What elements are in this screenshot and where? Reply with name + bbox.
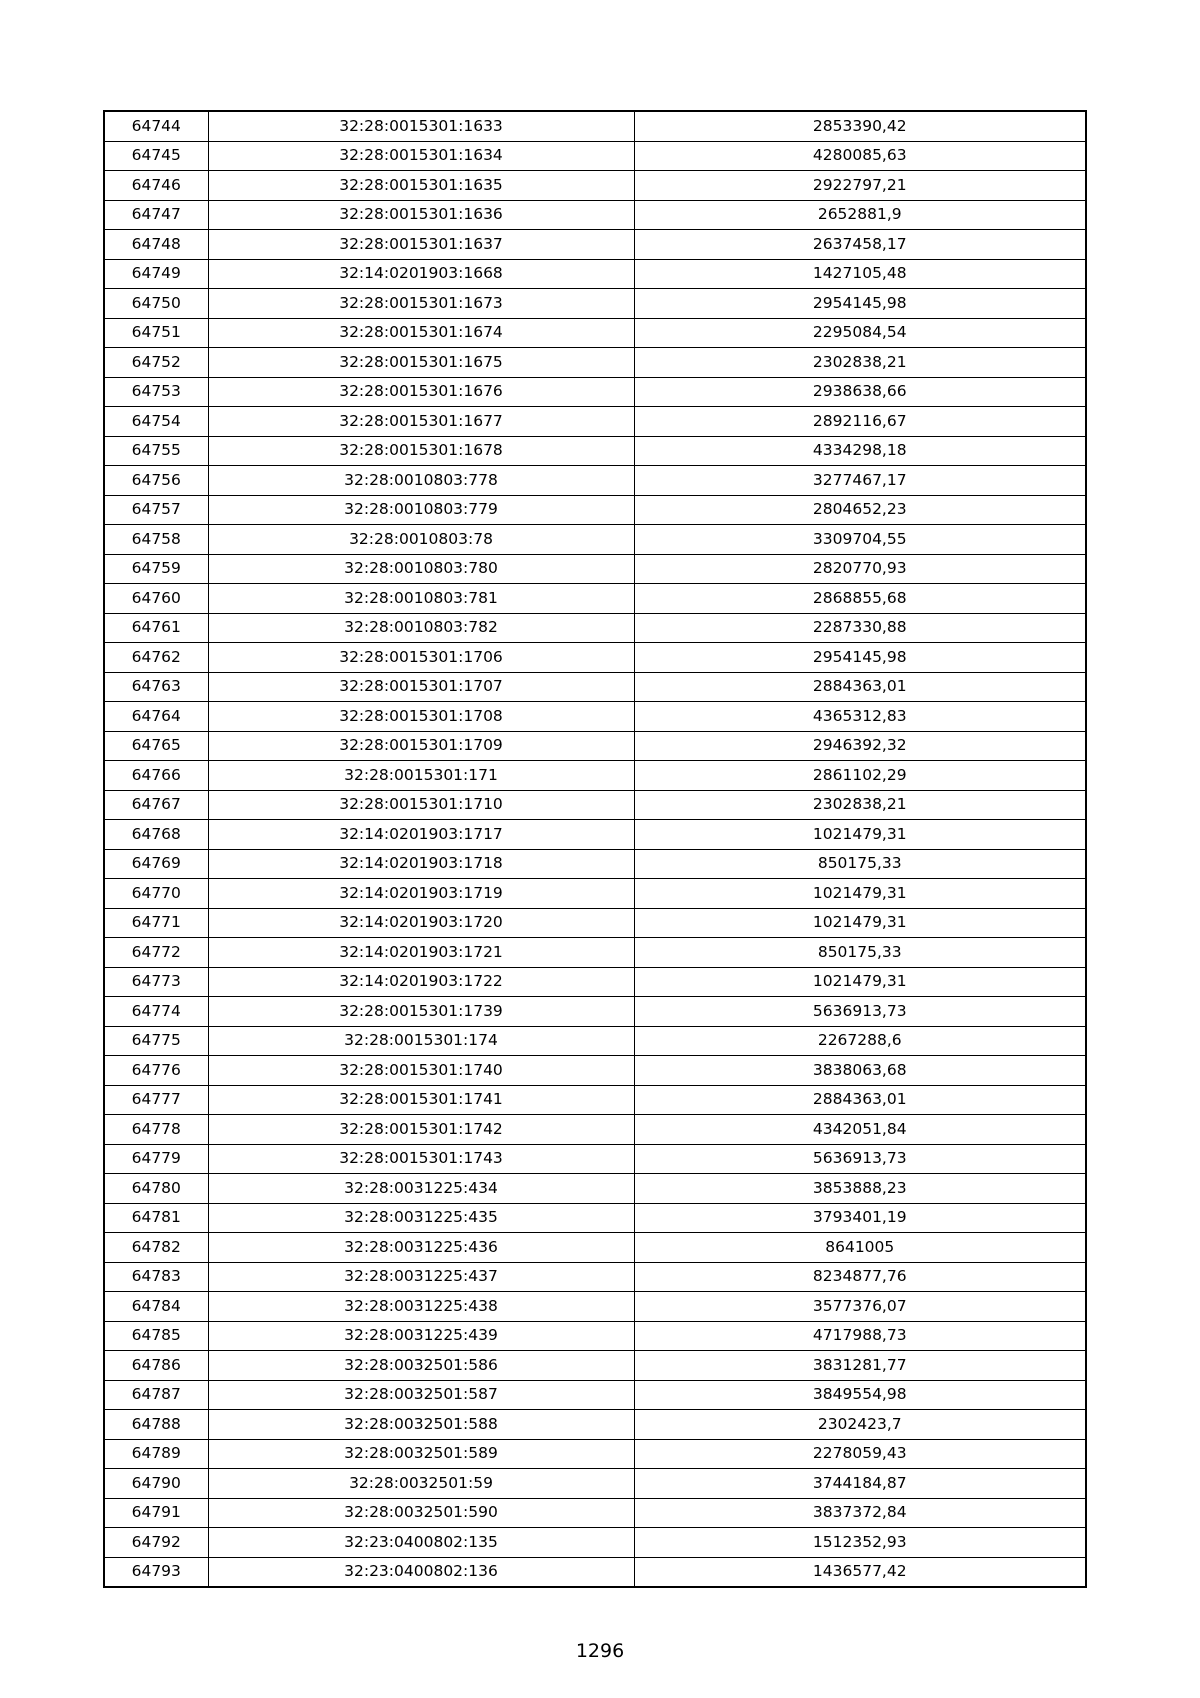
row-number-cell: 64791 [104,1498,208,1528]
cadastral-number-cell: 32:28:0015301:1675 [208,348,634,378]
table-row [104,1115,1086,1145]
row-number-cell: 64783 [104,1262,208,1292]
table-row [104,466,1086,496]
table-row [104,171,1086,201]
table-row [104,1469,1086,1499]
row-number-cell: 64748 [104,230,208,260]
cadastral-number-cell: 32:28:0032501:586 [208,1351,634,1381]
table-row [104,525,1086,555]
registry-table-body [104,111,1086,1587]
cadastral-number-cell: 32:28:0015301:1674 [208,318,634,348]
table-row [104,1203,1086,1233]
table-row [104,997,1086,1027]
row-number-cell: 64757 [104,495,208,525]
cadastral-number-cell: 32:14:0201903:1722 [208,967,634,997]
table-row [104,200,1086,230]
row-number-cell: 64750 [104,289,208,319]
cadastral-number-cell: 32:28:0015301:1743 [208,1144,634,1174]
table-row [104,908,1086,938]
row-number-cell: 64760 [104,584,208,614]
cadastral-number-cell: 32:28:0015301:171 [208,761,634,791]
cadastral-number-cell: 32:28:0015301:1678 [208,436,634,466]
cadastral-value-cell: 850175,33 [634,849,1086,879]
table-row [104,348,1086,378]
cadastral-number-cell: 32:28:0031225:438 [208,1292,634,1322]
cadastral-value-cell: 2954145,98 [634,289,1086,319]
table-row [104,436,1086,466]
table-row [104,879,1086,909]
cadastral-number-cell: 32:28:0031225:435 [208,1203,634,1233]
table-row [104,761,1086,791]
table-row [104,289,1086,319]
table-row [104,672,1086,702]
cadastral-number-cell: 32:28:0015301:1739 [208,997,634,1027]
row-number-cell: 64773 [104,967,208,997]
table-row [104,1085,1086,1115]
cadastral-value-cell: 4334298,18 [634,436,1086,466]
table-row [104,820,1086,850]
row-number-cell: 64776 [104,1056,208,1086]
row-number-cell: 64769 [104,849,208,879]
cadastral-number-cell: 32:28:0015301:1637 [208,230,634,260]
cadastral-number-cell: 32:28:0015301:1676 [208,377,634,407]
row-number-cell: 64775 [104,1026,208,1056]
cadastral-value-cell: 2868855,68 [634,584,1086,614]
cadastral-value-cell: 2652881,9 [634,200,1086,230]
row-number-cell: 64767 [104,790,208,820]
cadastral-number-cell: 32:28:0015301:1707 [208,672,634,702]
table-row [104,1321,1086,1351]
cadastral-value-cell: 8641005 [634,1233,1086,1263]
table-row [104,1351,1086,1381]
row-number-cell: 64780 [104,1174,208,1204]
row-number-cell: 64755 [104,436,208,466]
cadastral-value-cell: 3309704,55 [634,525,1086,555]
row-number-cell: 64772 [104,938,208,968]
table-row [104,938,1086,968]
row-number-cell: 64770 [104,879,208,909]
row-number-cell: 64779 [104,1144,208,1174]
table-row [104,230,1086,260]
cadastral-value-cell: 2884363,01 [634,1085,1086,1115]
cadastral-number-cell: 32:28:0015301:1677 [208,407,634,437]
cadastral-number-cell: 32:28:0010803:778 [208,466,634,496]
cadastral-number-cell: 32:28:0010803:780 [208,554,634,584]
cadastral-number-cell: 32:14:0201903:1719 [208,879,634,909]
table-row [104,790,1086,820]
table-row [104,1026,1086,1056]
cadastral-number-cell: 32:28:0015301:174 [208,1026,634,1056]
cadastral-value-cell: 3831281,77 [634,1351,1086,1381]
cadastral-value-cell: 2637458,17 [634,230,1086,260]
cadastral-value-cell: 2804652,23 [634,495,1086,525]
table-row [104,643,1086,673]
table-row [104,1528,1086,1558]
table-row [104,1380,1086,1410]
row-number-cell: 64766 [104,761,208,791]
table-row [104,1174,1086,1204]
cadastral-number-cell: 32:28:0015301:1710 [208,790,634,820]
row-number-cell: 64786 [104,1351,208,1381]
row-number-cell: 64765 [104,731,208,761]
registry-table [103,110,1087,1588]
row-number-cell: 64758 [104,525,208,555]
cadastral-value-cell: 3744184,87 [634,1469,1086,1499]
row-number-cell: 64752 [104,348,208,378]
row-number-cell: 64774 [104,997,208,1027]
table-row [104,967,1086,997]
table-row [104,407,1086,437]
row-number-cell: 64778 [104,1115,208,1145]
cadastral-value-cell: 5636913,73 [634,1144,1086,1174]
cadastral-value-cell: 4342051,84 [634,1115,1086,1145]
row-number-cell: 64749 [104,259,208,289]
cadastral-value-cell: 2954145,98 [634,643,1086,673]
row-number-cell: 64792 [104,1528,208,1558]
row-number-cell: 64754 [104,407,208,437]
cadastral-number-cell: 32:28:0010803:781 [208,584,634,614]
cadastral-value-cell: 1021479,31 [634,879,1086,909]
cadastral-value-cell: 2946392,32 [634,731,1086,761]
row-number-cell: 64793 [104,1557,208,1587]
cadastral-value-cell: 2278059,43 [634,1439,1086,1469]
row-number-cell: 64751 [104,318,208,348]
cadastral-number-cell: 32:28:0032501:588 [208,1410,634,1440]
row-number-cell: 64768 [104,820,208,850]
table-row [104,495,1086,525]
cadastral-value-cell: 1436577,42 [634,1557,1086,1587]
cadastral-value-cell: 3853888,23 [634,1174,1086,1204]
cadastral-value-cell: 2267288,6 [634,1026,1086,1056]
cadastral-number-cell: 32:28:0015301:1740 [208,1056,634,1086]
cadastral-number-cell: 32:14:0201903:1721 [208,938,634,968]
cadastral-value-cell: 3277467,17 [634,466,1086,496]
row-number-cell: 64753 [104,377,208,407]
row-number-cell: 64784 [104,1292,208,1322]
cadastral-value-cell: 1021479,31 [634,967,1086,997]
cadastral-value-cell: 5636913,73 [634,997,1086,1027]
table-row [104,554,1086,584]
cadastral-number-cell: 32:28:0010803:779 [208,495,634,525]
cadastral-value-cell: 4280085,63 [634,141,1086,171]
table-row [104,377,1086,407]
cadastral-value-cell: 2302423,7 [634,1410,1086,1440]
table-row [104,1233,1086,1263]
cadastral-value-cell: 2884363,01 [634,672,1086,702]
cadastral-value-cell: 4717988,73 [634,1321,1086,1351]
cadastral-number-cell: 32:28:0032501:589 [208,1439,634,1469]
row-number-cell: 64782 [104,1233,208,1263]
table-row [104,1144,1086,1174]
table-row [104,111,1086,141]
cadastral-value-cell: 3849554,98 [634,1380,1086,1410]
row-number-cell: 64747 [104,200,208,230]
row-number-cell: 64788 [104,1410,208,1440]
cadastral-value-cell: 3837372,84 [634,1498,1086,1528]
cadastral-number-cell: 32:28:0015301:1633 [208,111,634,141]
cadastral-number-cell: 32:14:0201903:1720 [208,908,634,938]
row-number-cell: 64787 [104,1380,208,1410]
row-number-cell: 64745 [104,141,208,171]
row-number-cell: 64785 [104,1321,208,1351]
cadastral-number-cell: 32:14:0201903:1718 [208,849,634,879]
cadastral-number-cell: 32:14:0201903:1668 [208,259,634,289]
cadastral-number-cell: 32:28:0010803:782 [208,613,634,643]
cadastral-number-cell: 32:28:0031225:437 [208,1262,634,1292]
cadastral-number-cell: 32:28:0015301:1709 [208,731,634,761]
row-number-cell: 64781 [104,1203,208,1233]
cadastral-number-cell: 32:28:0031225:434 [208,1174,634,1204]
table-row [104,259,1086,289]
row-number-cell: 64777 [104,1085,208,1115]
row-number-cell: 64763 [104,672,208,702]
cadastral-value-cell: 1021479,31 [634,820,1086,850]
table-row [104,1410,1086,1440]
table-row [104,1498,1086,1528]
cadastral-value-cell: 850175,33 [634,938,1086,968]
cadastral-number-cell: 32:28:0015301:1636 [208,200,634,230]
table-row [104,584,1086,614]
cadastral-number-cell: 32:28:0015301:1673 [208,289,634,319]
cadastral-value-cell: 2287330,88 [634,613,1086,643]
cadastral-value-cell: 2295084,54 [634,318,1086,348]
table-row [104,1557,1086,1587]
row-number-cell: 64790 [104,1469,208,1499]
cadastral-value-cell: 2302838,21 [634,348,1086,378]
cadastral-number-cell: 32:28:0031225:436 [208,1233,634,1263]
row-number-cell: 64761 [104,613,208,643]
cadastral-number-cell: 32:28:0032501:59 [208,1469,634,1499]
cadastral-number-cell: 32:23:0400802:135 [208,1528,634,1558]
row-number-cell: 64746 [104,171,208,201]
cadastral-number-cell: 32:28:0010803:78 [208,525,634,555]
row-number-cell: 64744 [104,111,208,141]
cadastral-value-cell: 2820770,93 [634,554,1086,584]
cadastral-number-cell: 32:28:0032501:587 [208,1380,634,1410]
cadastral-number-cell: 32:28:0015301:1706 [208,643,634,673]
cadastral-value-cell: 3838063,68 [634,1056,1086,1086]
cadastral-number-cell: 32:14:0201903:1717 [208,820,634,850]
page-number: 1296 [575,1640,625,1662]
cadastral-number-cell: 32:28:0015301:1741 [208,1085,634,1115]
cadastral-value-cell: 1021479,31 [634,908,1086,938]
cadastral-value-cell: 2938638,66 [634,377,1086,407]
table-row [104,318,1086,348]
row-number-cell: 64756 [104,466,208,496]
row-number-cell: 64762 [104,643,208,673]
cadastral-number-cell: 32:28:0031225:439 [208,1321,634,1351]
table-row [104,1292,1086,1322]
cadastral-value-cell: 2922797,21 [634,171,1086,201]
table-row [104,702,1086,732]
cadastral-value-cell: 4365312,83 [634,702,1086,732]
cadastral-value-cell: 2861102,29 [634,761,1086,791]
cadastral-number-cell: 32:23:0400802:136 [208,1557,634,1587]
cadastral-value-cell: 1427105,48 [634,259,1086,289]
row-number-cell: 64764 [104,702,208,732]
cadastral-value-cell: 1512352,93 [634,1528,1086,1558]
cadastral-value-cell: 3793401,19 [634,1203,1086,1233]
row-number-cell: 64759 [104,554,208,584]
row-number-cell: 64771 [104,908,208,938]
cadastral-value-cell: 2853390,42 [634,111,1086,141]
cadastral-number-cell: 32:28:0015301:1708 [208,702,634,732]
table-row [104,1262,1086,1292]
row-number-cell: 64789 [104,1439,208,1469]
table-row [104,731,1086,761]
cadastral-value-cell: 3577376,07 [634,1292,1086,1322]
cadastral-value-cell: 8234877,76 [634,1262,1086,1292]
cadastral-number-cell: 32:28:0015301:1634 [208,141,634,171]
cadastral-number-cell: 32:28:0015301:1635 [208,171,634,201]
table-row [104,613,1086,643]
table-row [104,141,1086,171]
cadastral-number-cell: 32:28:0032501:590 [208,1498,634,1528]
cadastral-value-cell: 2892116,67 [634,407,1086,437]
table-row [104,849,1086,879]
cadastral-number-cell: 32:28:0015301:1742 [208,1115,634,1145]
cadastral-value-cell: 2302838,21 [634,790,1086,820]
table-row [104,1056,1086,1086]
table-row [104,1439,1086,1469]
